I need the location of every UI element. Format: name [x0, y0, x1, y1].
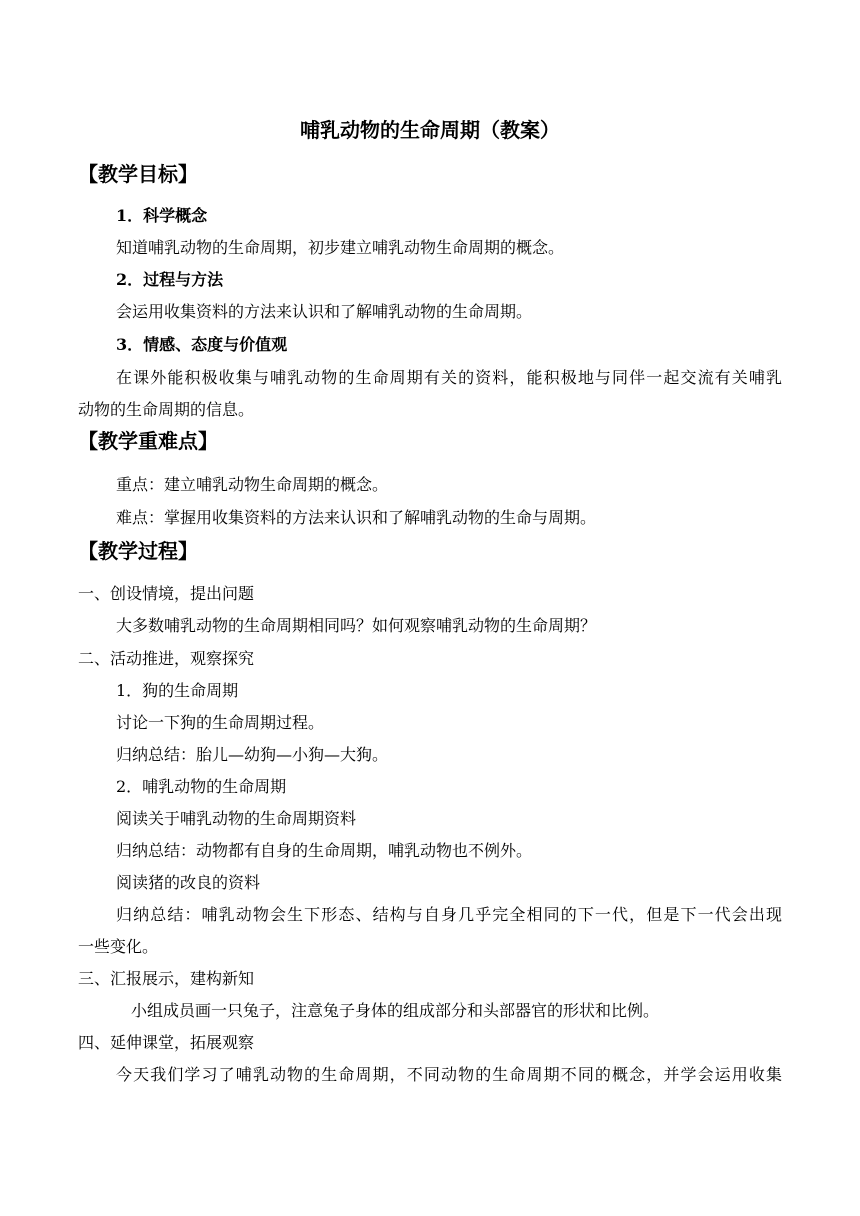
process-4-heading: 四、延伸课堂，拓展观察 — [78, 1033, 255, 1052]
process-2-sub-1-heading: 1．狗的生命周期 — [116, 681, 239, 700]
process-1-heading: 一、创设情境，提出问题 — [78, 584, 255, 603]
section-heading-process: 【教学过程】 — [78, 539, 198, 563]
process-3-text: 小组成员画一只兔子，注意兔子身体的组成部分和头部器官的形状和比例。 — [131, 1001, 660, 1020]
hard-point-text: 难点：掌握用收集资料的方法来认识和了解哺乳动物的生命与周期。 — [116, 508, 597, 527]
goal-2-text: 会运用收集资料的方法来认识和了解哺乳动物的生命周期。 — [116, 302, 533, 321]
goal-3-heading: 3．情感、态度与价值观 — [116, 335, 288, 354]
process-2-sub-2-summary-2-line-2: 一些变化。 — [78, 937, 159, 956]
process-2-sub-1-summary: 归纳总结：胎儿—幼狗—小狗—大狗。 — [116, 745, 389, 764]
process-2-heading: 二、活动推进，观察探究 — [78, 649, 255, 668]
section-heading-goals: 【教学目标】 — [78, 162, 198, 186]
process-1-text: 大多数哺乳动物的生命周期相同吗？如何观察哺乳动物的生命周期？ — [116, 616, 597, 635]
goal-1-text: 知道哺乳动物的生命周期，初步建立哺乳动物生命周期的概念。 — [116, 238, 565, 257]
goal-1-heading: 1．科学概念 — [116, 206, 208, 225]
page-title: 哺乳动物的生命周期（教案） — [300, 118, 560, 142]
section-heading-keypoints: 【教学重难点】 — [78, 429, 218, 453]
process-2-sub-2-read-2: 阅读猪的改良的资料 — [116, 873, 261, 892]
process-3-heading: 三、汇报展示，建构新知 — [78, 969, 255, 988]
process-4-text-line-1: 今天我们学习了哺乳动物的生命周期，不同动物的生命周期不同的概念，并学会运用收集 — [116, 1065, 782, 1084]
goal-3-text-line-1: 在课外能积极收集与哺乳动物的生命周期有关的资料，能积极地与同伴一起交流有关哺乳 — [116, 368, 782, 387]
goal-3-text-line-2: 动物的生命周期的信息。 — [78, 400, 255, 419]
process-2-sub-2-heading: 2．哺乳动物的生命周期 — [116, 777, 287, 796]
goal-2-heading: 2．过程与方法 — [116, 270, 224, 289]
process-2-sub-2-summary-2-line-1: 归纳总结：哺乳动物会生下形态、结构与自身几乎完全相同的下一代，但是下一代会出现 — [116, 905, 782, 924]
key-point-text: 重点：建立哺乳动物生命周期的概念。 — [116, 475, 389, 494]
process-2-sub-2-read-1: 阅读关于哺乳动物的生命周期资料 — [116, 809, 357, 828]
process-2-sub-1-text: 讨论一下狗的生命周期过程。 — [116, 713, 325, 732]
process-2-sub-2-summary-1: 归纳总结：动物都有自身的生命周期，哺乳动物也不例外。 — [116, 841, 533, 860]
